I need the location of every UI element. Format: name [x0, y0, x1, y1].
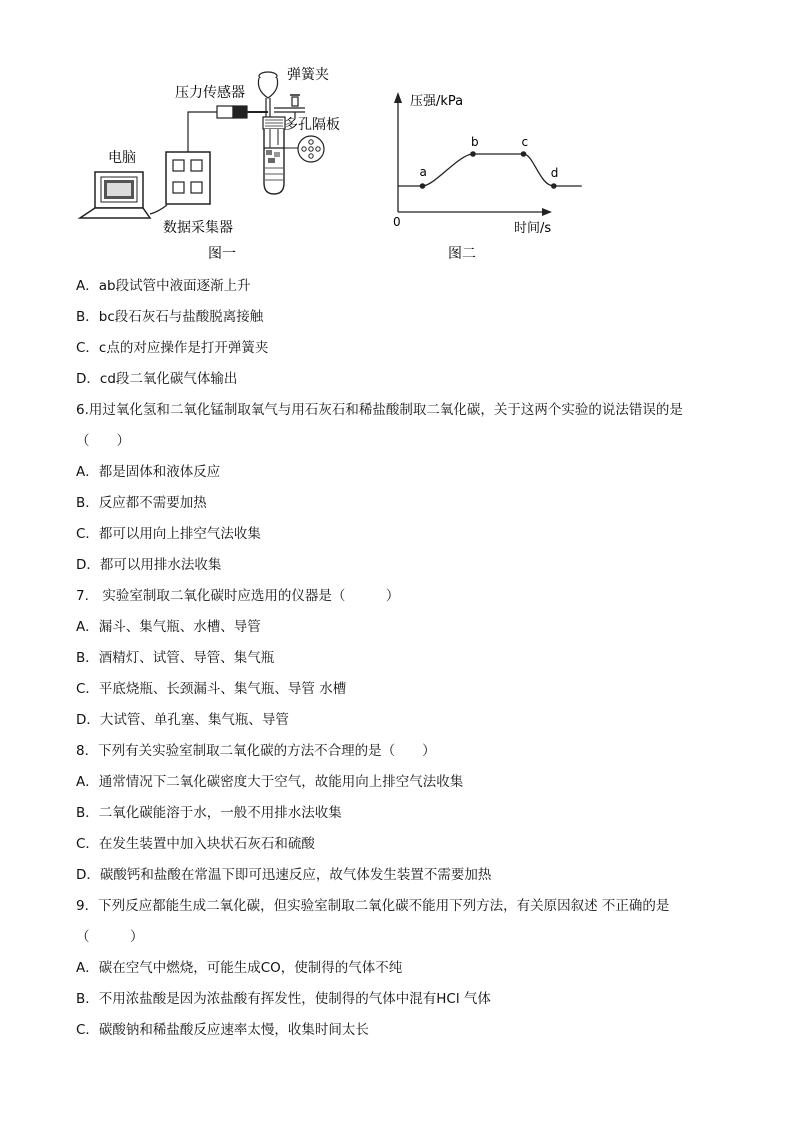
experiment-figures [0, 0, 794, 270]
question-line: A．碳在空气中燃烧，可能生成CO，使制得的气体不纯 [76, 960, 403, 976]
curve-point-a [420, 183, 426, 189]
x-axis-label: 时间/s [514, 221, 552, 236]
question-line: D．大试管、单孔塞、集气瓶、导管 [76, 712, 289, 728]
test-tube-icon [264, 129, 284, 194]
curve-point-d [551, 183, 557, 189]
question-line: B．bc段石灰石与盐酸脱离接触 [76, 309, 264, 325]
figure1-caption: 图一 [208, 246, 236, 262]
question-line: 9．下列反应都能生成二氧化碳，但实验室制取二氧化碳不能用下列方法，有关原因叙述 不正确的是 [76, 898, 670, 914]
question-line: A．都是固体和液体反应 [76, 464, 221, 480]
question-line: （ ） [76, 433, 130, 449]
curve-point-b [470, 151, 476, 157]
figure-area [0, 0, 794, 270]
curve-point-label-d: d [550, 166, 559, 180]
question-line: C．在发生装置中加入块状石灰石和硫酸 [76, 836, 315, 852]
x-axis-arrow [542, 208, 552, 216]
y-axis-arrow [394, 92, 402, 103]
question-line: A．通常情况下二氧化碳密度大于空气，故能用向上排空气法收集 [76, 774, 464, 790]
origin-label: 0 [393, 215, 401, 229]
figure2-caption: 图二 [448, 246, 476, 262]
data-collector-icon [166, 152, 210, 204]
spring-clip-icon [274, 95, 305, 118]
curve-points [420, 135, 559, 189]
data-collector-label: 数据采集器 [163, 220, 233, 236]
computer-label: 电脑 [108, 150, 136, 166]
porous-plate-icon [298, 136, 324, 162]
question-line: 6.用过氧化氢和二氧化锰制取氧气与用石灰石和稀盐酸制取二氧化碳，关于这两个实验的说法错误的是 [76, 402, 683, 418]
spring-clip-label: 弹簧夹 [287, 67, 329, 83]
question-line: 8．下列有关实验室制取二氧化碳的方法不合理的是（ ） [76, 743, 436, 759]
question-line: A．ab段试管中液面逐渐上升 [76, 278, 251, 294]
curve-point-c [521, 151, 527, 157]
laptop-icon [80, 172, 150, 218]
question-line: C．都可以用向上排空气法收集 [76, 526, 261, 542]
question-line: D．碳酸钙和盐酸在常温下即可迅速反应，故气体发生装置不需要加热 [76, 867, 492, 883]
question-line: C．碳酸钠和稀盐酸反应速率太慢，收集时间太长 [76, 1022, 369, 1038]
question-line: C．平底烧瓶、长颈漏斗、集气瓶、导管 水槽 [76, 681, 347, 697]
pressure-chart [393, 92, 582, 236]
question-line: B．酒精灯、试管、导管、集气瓶 [76, 650, 275, 666]
pressure-sensor-label: 压力传感器 [175, 85, 245, 101]
question-line: （ ） [76, 929, 144, 945]
porous-plate-label: 多孔隔板 [284, 117, 340, 133]
question-line: D．都可以用排水法收集 [76, 557, 222, 573]
question-line: C．c点的对应操作是打开弹簧夹 [76, 340, 269, 356]
question-line: B．反应都不需要加热 [76, 495, 207, 511]
y-axis-label: 压强/kPa [410, 94, 464, 109]
pressure-sensor-icon [217, 106, 268, 118]
question-line: 7. 实验室制取二氧化碳时应选用的仪器是（ ） [76, 588, 400, 604]
curve-point-label-c: c [521, 135, 529, 149]
curve-point-label-a: a [419, 165, 427, 179]
question-line: A．漏斗、集气瓶、水槽、导管 [76, 619, 261, 635]
question-line: B．二氧化碳能溶于水，一般不用排水法收集 [76, 805, 342, 821]
question-line: D．cd段二氧化碳气体输出 [76, 371, 238, 387]
curve-point-label-b: b [471, 135, 479, 149]
question-line: B．不用浓盐酸是因为浓盐酸有挥发性，使制得的气体中混有HCl 气体 [76, 991, 491, 1007]
